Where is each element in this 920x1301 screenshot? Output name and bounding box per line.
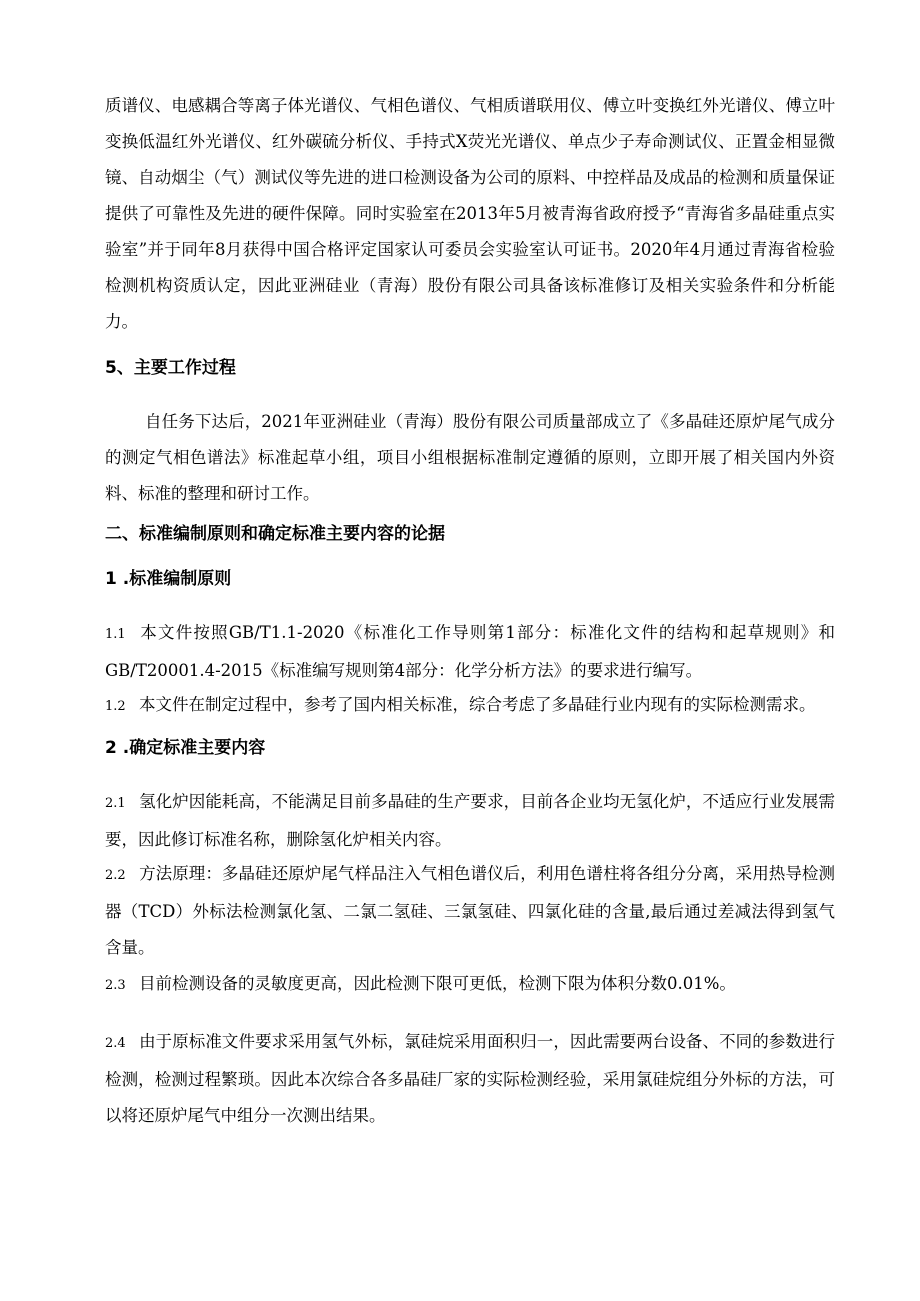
section-5-paragraph: 自任务下达后，2021年亚洲硅业（青海）股份有限公司质量部成立了《多晶硅还原炉尾气成分的测定气相色谱法》标准起草小组，项目小组根据标准制定遵循的原则，立即开展了相关国内外资料、标准的整理和研讨工作。 [105,412,835,503]
clause-1-2 [105,687,835,725]
clause-2-4 [105,1024,835,1134]
sub-2-heading: 2 .确定标准主要内容 [105,738,266,758]
clause-number: 2.4 [105,1036,126,1051]
part-2-heading: 二、标准编制原则和确定标准主要内容的论据 [105,524,445,544]
clause-text: 由于原标准文件要求采用氢气外标，氯硅烷采用面积归一，因此需要两台设备、不同的参数进行检测，检测过程繁琐。因此本次综合各多晶硅厂家的实际检测经验，采用氯硅烷组分外标的方法，可以将还原炉尾气中组分一次测出结果。 [105,1032,835,1125]
clause-2-3 [105,966,835,1004]
clause-2-1 [105,784,835,858]
clause-number: 1.2 [105,699,126,714]
clause-2-2 [105,856,835,966]
sub-1-heading: 1 .标准编制原则 [105,569,232,589]
clause-text: 目前检测设备的灵敏度更高，因此检测下限可更低，检测下限为体积分数0.01%。 [139,974,736,993]
section-5-heading: 5、主要工作过程 [105,358,236,378]
clause-text: 氢化炉因能耗高，不能满足目前多晶硅的生产要求，目前各企业均无氢化炉，不适应行业发展需要，因此修订标准名称，删除氢化炉相关内容。 [105,792,835,849]
clause-1-1 [105,615,835,689]
clause-number: 2.1 [105,796,126,811]
clause-number: 1.1 [105,627,126,642]
clause-text: 本文件按照GB/T1.1-2020《标准化工作导则第1部分：标准化文件的结构和起草规则》和GB/T20001.4-2015《标准编写规则第4部分：化学分析方法》的要求进行编写。 [105,623,835,680]
intro-paragraph: 质谱仪、电感耦合等离子体光谱仪、气相色谱仪、气相质谱联用仪、傅立叶变换红外光谱仪、傅立叶变换低温红外光谱仪、红外碳硫分析仪、手持式X荧光光谱仪、单点少子寿命测试仪、正置金相显微镜、自动烟尘（气）测试仪等先进的进口检测设备为公司的原料、中控样品及成品的检测和质量保证提供了可靠性及先进的硬件保障。同时实验室在2013年5月被青海省政府授予“青海省多晶硅重点实验室”并于同年8月获得中国合格评定国家认可委员会实验室认可证书。2020年4月通过青海省检验检测机构资质认定，因此亚洲硅业（青海）股份有限公司具备该标准修订及相关实验条件和分析能力。 [105,96,835,331]
clause-number: 2.2 [105,868,126,883]
clause-text: 本文件在制定过程中，参考了国内相关标准，综合考虑了多晶硅行业内现有的实际检测需求。 [139,695,816,714]
clause-text: 方法原理：多晶硅还原炉尾气样品注入气相色谱仪后，利用色谱柱将各组分分离，采用热导检测器（TCD）外标法检测氯化氢、二氯二氢硅、三氯氢硅、四氯化硅的含量,最后通过差减法得到氢气含量。 [105,864,835,957]
clause-number: 2.3 [105,978,126,993]
